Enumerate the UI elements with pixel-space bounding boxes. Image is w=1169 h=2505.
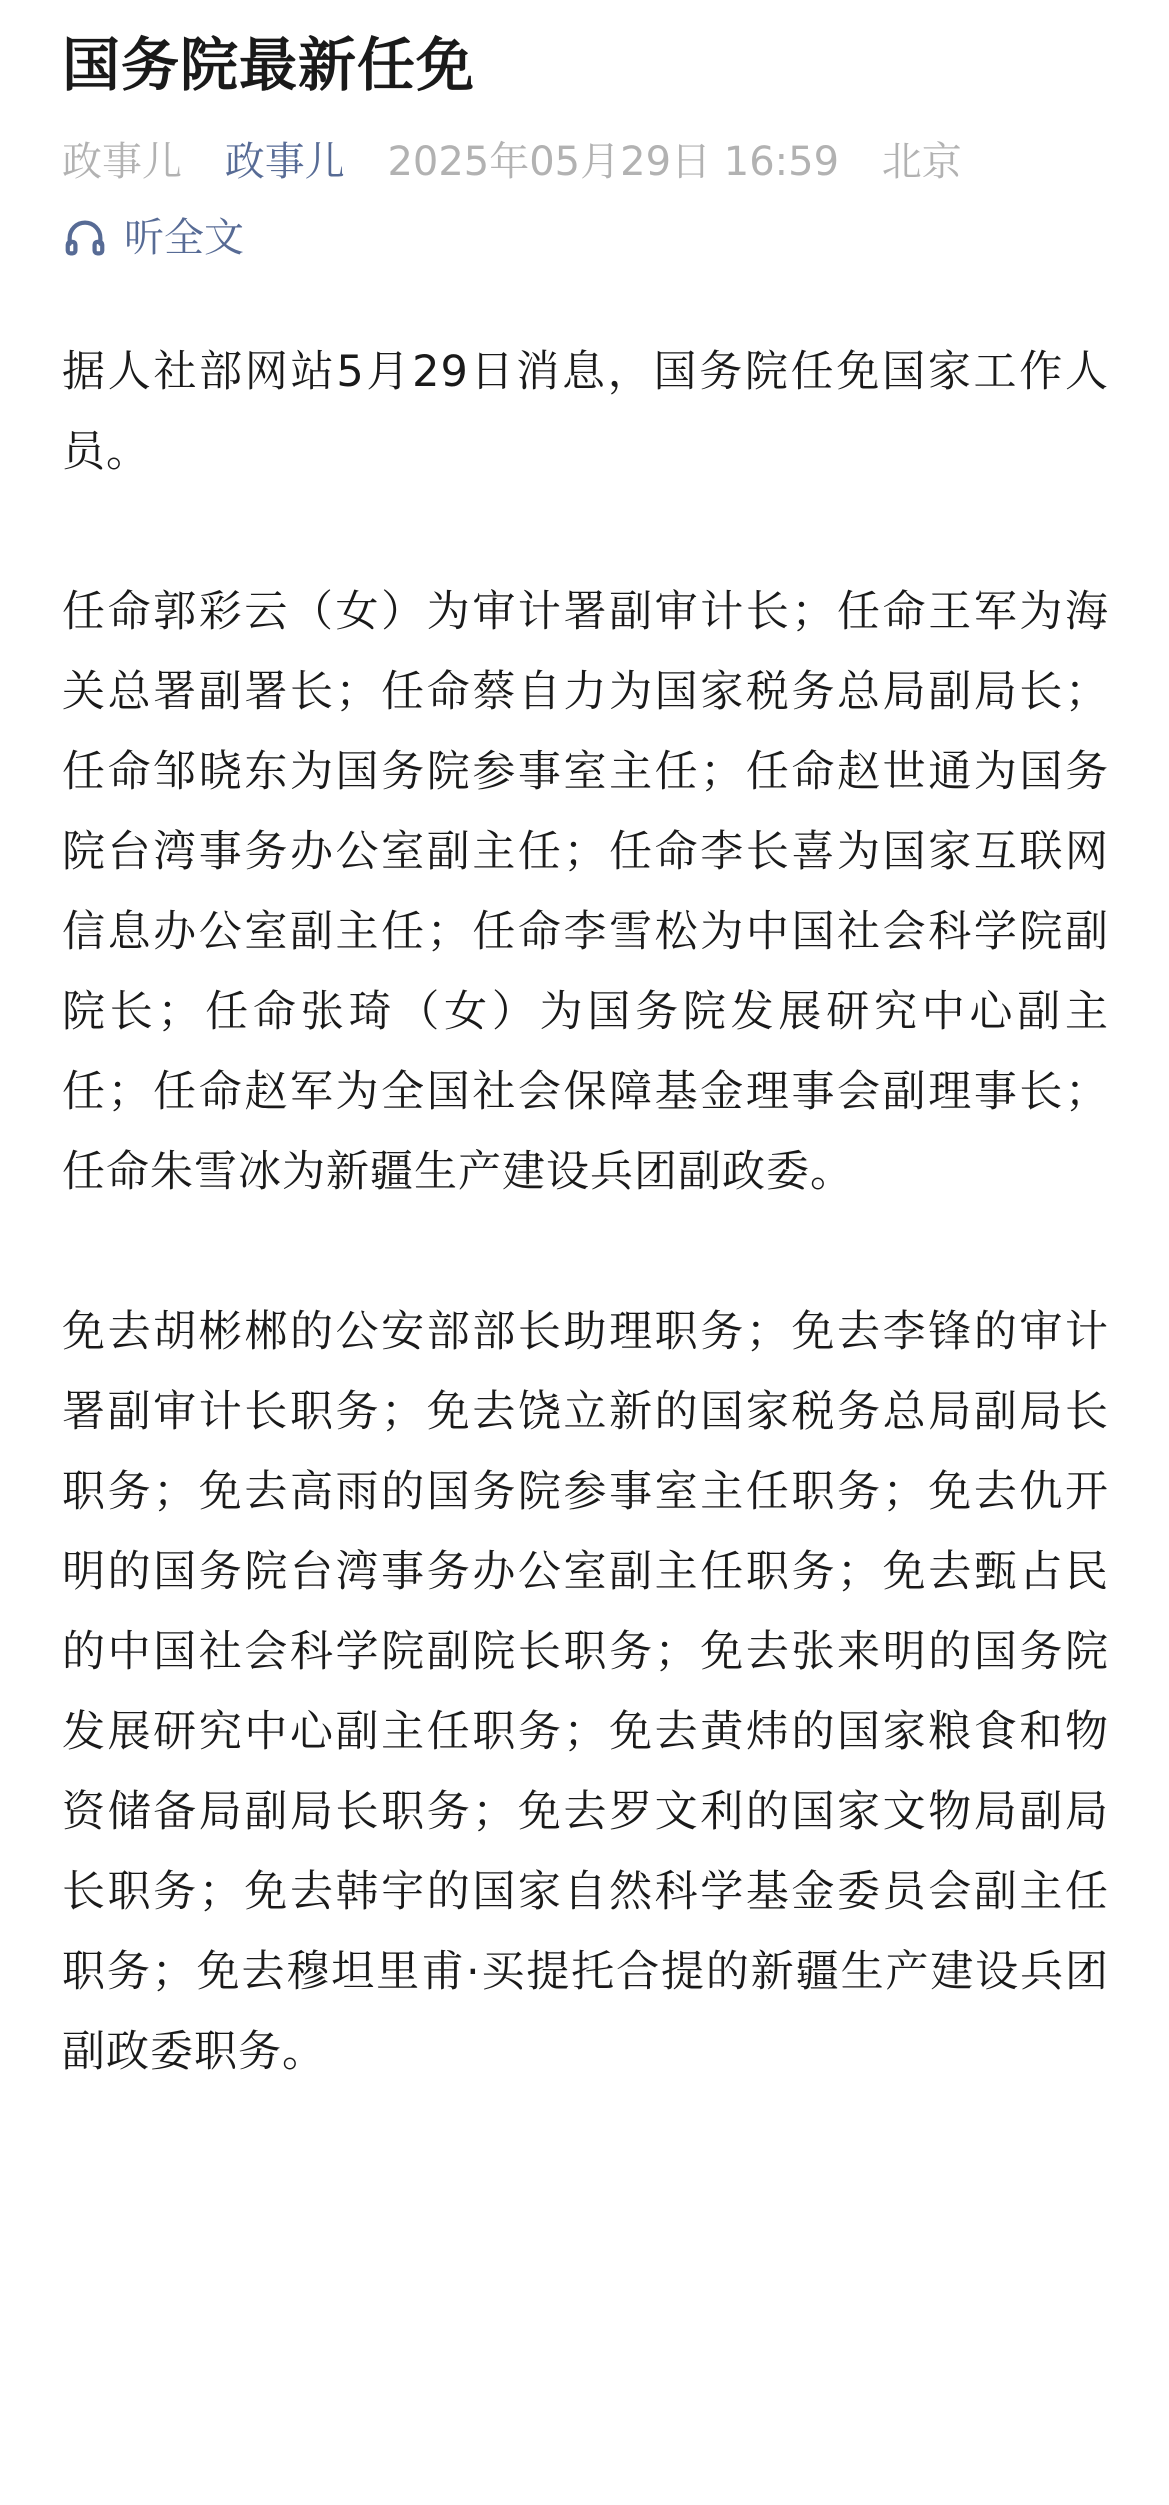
headphones-icon [62, 215, 108, 261]
corner-mark [1123, 2473, 1163, 2503]
paragraph-appointments: 任命郭彩云（女）为审计署副审计长；任命王军为海关总署副署长；任命蔡自力为国家税务总局副局长；任命邹晓东为国务院参事室主任；任命赵世通为国务院台湾事务办公室副主任；任命李长喜为国家互联网信息办公室副主任；任命李雪松为中国社会科学院副院长；任命张琦（女）为国务院发展研究中心副主任；任命赵军为全国社会保障基金理事会副理事长；任命朱雪冰为新疆生产建设兵团副政委。 [62, 587, 1109, 1197]
account-name: 政事儿 [62, 139, 182, 185]
publish-datetime: 2025年05月29日 16:59 [387, 139, 840, 185]
paragraph-intro: 据人社部网站5月29日消息，国务院任免国家工作人员。 [62, 347, 1109, 477]
article-body [62, 332, 1109, 2092]
account-link[interactable]: 政事儿 [224, 139, 345, 185]
paragraph-removals: 免去胡彬郴的公安部部长助理职务；免去李锋的审计署副审计长职务；免去饶立新的国家税务总局副局长职务；免去高雨的国务院参事室主任职务；免去仇开明的国务院台湾事务办公室副主任职务；免去甄占民的中国社会科学院副院长职务；免去张来明的国务院发展研究中心副主任职务；免去黄炜的国家粮食和物资储备局副局长职务；免去罗文利的国家文物局副局长职务；免去韩宇的国家自然科学基金委员会副主任职务；免去穆坦里甫·买提托合提的新疆生产建设兵团副政委职务。 [62, 1307, 1109, 2077]
listen-label: 听全文 [124, 215, 244, 261]
listen-full-text-button[interactable] [62, 206, 1109, 270]
article-title: 国务院最新任免 [62, 31, 476, 99]
article-meta [62, 132, 1109, 192]
publish-location: 北京 [881, 139, 962, 185]
